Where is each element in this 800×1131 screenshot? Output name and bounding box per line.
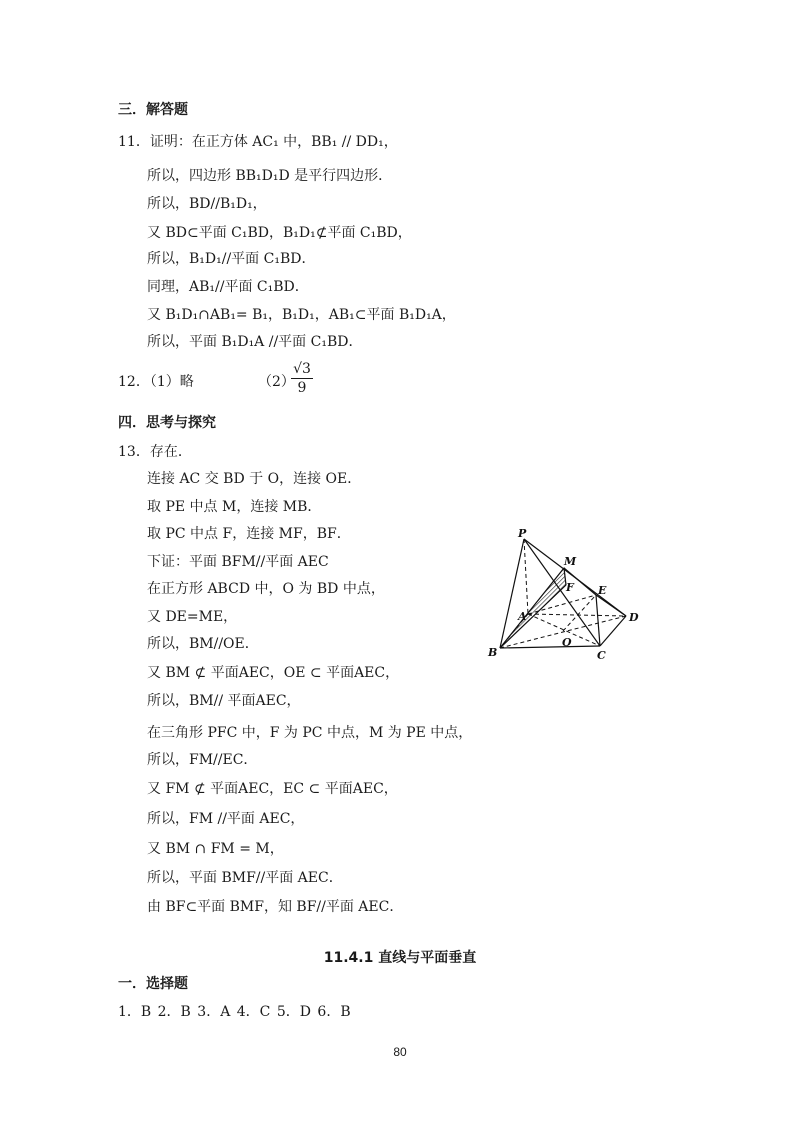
- q13-line-8: 所以，BM//OE．: [147, 636, 259, 652]
- fraction-denominator: 9: [297, 380, 307, 396]
- q13-line-17: 由 BF⊂平面 BMF，知 BF//平面 AEC．: [147, 899, 404, 915]
- q13-line-6: 在正方形 ABCD 中，O 为 BD 中点，: [147, 581, 385, 597]
- q11-line-7: 又 B₁D₁∩AB₁= B₁，B₁D₁，AB₁⊂平面 B₁D₁A，: [147, 307, 456, 323]
- label-A: A: [518, 610, 527, 623]
- q11-line-5: 所以，B₁D₁//平面 C₁BD．: [147, 251, 316, 267]
- label-M: M: [564, 555, 577, 568]
- answers-line: 1．B 2．B 3．A 4．C 5．D 6．B: [118, 1004, 351, 1020]
- q11-line-8: 所以，平面 B₁D₁A //平面 C₁BD．: [147, 334, 363, 350]
- q13-line-5: 下证：平面 BFM//平面 AEC: [147, 554, 329, 570]
- label-B: B: [488, 646, 498, 659]
- label-O: O: [562, 636, 572, 649]
- q12-part2-label: （2）: [258, 374, 295, 390]
- q11-line-4: 又 BD⊂平面 C₁BD，B₁D₁⊄平面 C₁BD，: [147, 225, 412, 241]
- section-heading-4: 四．思考与探究: [118, 415, 216, 431]
- q11-line-1: 11．证明：在正方体 AC₁ 中，BB₁ // DD₁，: [118, 134, 398, 150]
- q11-line-2: 所以，四边形 BB₁D₁D 是平行四边形．: [147, 168, 393, 184]
- q13-line-14: 所以，FM //平面 AEC，: [147, 811, 305, 827]
- q13-line-10: 所以，BM// 平面AEC，: [147, 693, 301, 709]
- q13-line-2: 连接 AC 交 BD 于 O，连接 OE．: [147, 471, 362, 487]
- label-P: P: [518, 527, 527, 540]
- q11-line-6: 同理，AB₁//平面 C₁BD．: [147, 279, 309, 295]
- q13-line-12: 所以，FM//EC．: [147, 752, 258, 768]
- q13-line-13: 又 FM ⊄ 平面AEC，EC ⊂ 平面AEC，: [147, 781, 398, 797]
- q12-part1: 12．（1）略: [118, 374, 194, 390]
- section-heading-3: 三．解答题: [118, 102, 188, 118]
- q13-line-11: 在三角形 PFC 中，F 为 PC 中点，M 为 PE 中点，: [147, 725, 473, 741]
- q13-line-3: 取 PE 中点 M，连接 MB．: [147, 499, 322, 515]
- fraction-bar: [291, 378, 313, 379]
- q13-line-16: 所以，平面 BMF//平面 AEC．: [147, 870, 343, 886]
- fraction-numerator: √3: [293, 361, 311, 377]
- pyramid-figure: [480, 525, 650, 665]
- q13-line-15: 又 BM ∩ FM = M，: [147, 841, 284, 857]
- label-F: F: [566, 581, 574, 594]
- q12-fraction: [291, 361, 313, 396]
- q13-line-7: 又 DE=ME，: [147, 609, 238, 625]
- q13-line-9: 又 BM ⊄ 平面AEC，OE ⊂ 平面AEC，: [147, 665, 400, 681]
- q13-line-4: 取 PC 中点 F，连接 MF，BF．: [147, 526, 351, 542]
- page-number: 80: [393, 1045, 407, 1059]
- label-D: D: [629, 611, 639, 624]
- label-E: E: [598, 584, 607, 597]
- section-title-11-4-1: 11.4.1 直线与平面垂直: [323, 950, 477, 966]
- q13-line-1: 13．存在．: [118, 444, 192, 460]
- q11-line-3: 所以，BD//B₁D₁，: [147, 196, 267, 212]
- label-C: C: [597, 649, 606, 662]
- section-heading-1: 一．选择题: [118, 976, 188, 992]
